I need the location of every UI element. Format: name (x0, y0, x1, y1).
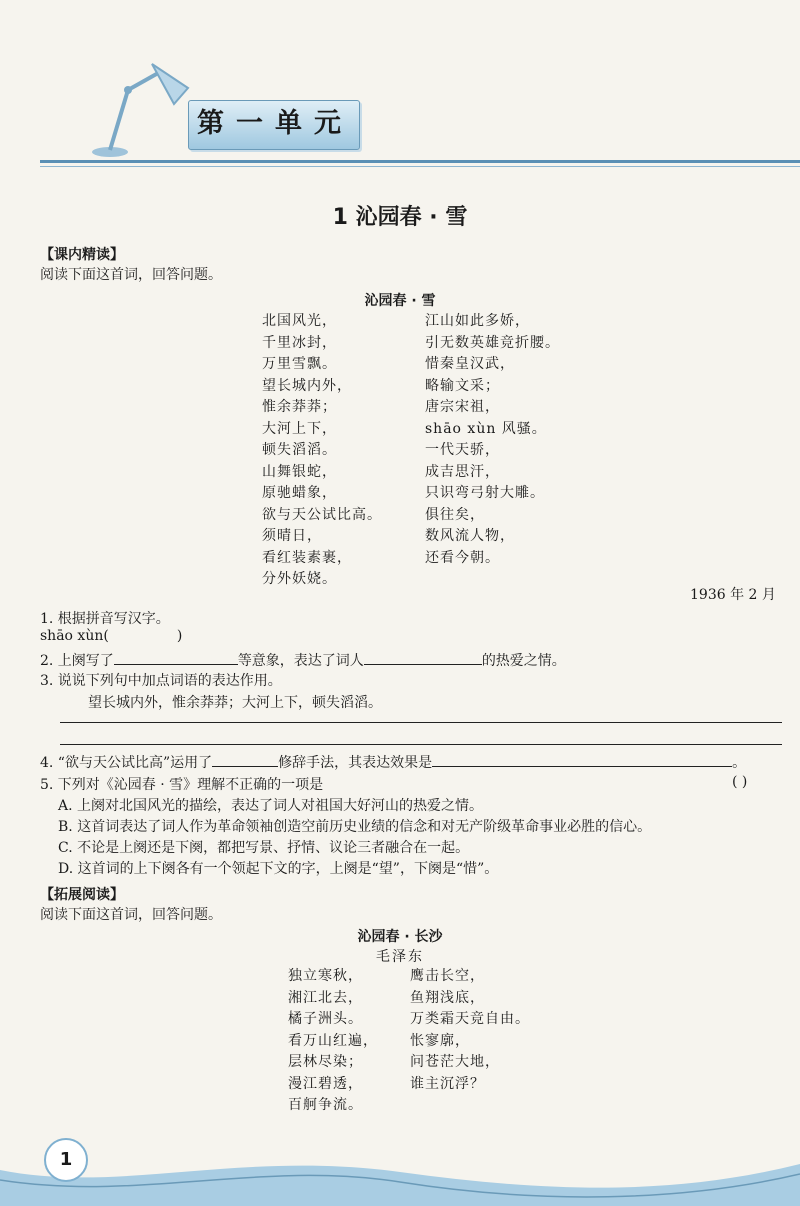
poem-line: 望长城内外， (262, 377, 352, 394)
q4-text-c: 。 (732, 755, 747, 771)
poem-line: 成吉思汗， (425, 463, 500, 480)
poem1-left-column (262, 311, 382, 591)
poem1-title: 沁园春 · 雪 (364, 293, 436, 309)
poem2-author: 毛泽东 (376, 949, 424, 965)
q3-answer-line-1[interactable] (60, 722, 782, 723)
poem-line: 湘江北去， (288, 989, 363, 1006)
question-5: 5. 下列对《沁园春 · 雪》理解不正确的一项是 (40, 777, 324, 793)
unit-title: 第一单元 (197, 108, 353, 139)
q1-pinyin: shāo xùn( (40, 628, 109, 644)
poem-line: 惟余莽莽； (262, 399, 337, 415)
poem-line: 分外妖娆。 (262, 571, 337, 587)
q1-close: ) (176, 628, 183, 644)
poem-line: 数风流人物， (425, 528, 515, 544)
lesson-title: 1 沁园春 · 雪 (332, 205, 468, 230)
poem-line: 须晴日， (262, 528, 322, 544)
poem-line: 大河上下， (262, 420, 337, 437)
poem-line: shāo xùn 风骚。 (425, 420, 547, 437)
q4-text-a: 4. “欲与天公试比高”运用了 (40, 755, 213, 771)
q4-blank-1[interactable] (212, 752, 278, 767)
poem-line: 鹰击长空， (410, 968, 485, 984)
question-4 (40, 752, 746, 772)
desk-lamp-illustration (90, 60, 200, 160)
poem2-right-column (410, 966, 530, 1095)
poem-line: 鱼翔浅底， (410, 989, 485, 1006)
question-1: 1. 根据拼音写汉字。 (40, 611, 170, 627)
poem2-title: 沁园春 · 长沙 (357, 929, 443, 945)
poem-line: 漫江碧透， (288, 1075, 363, 1092)
poem-line: 原驰蜡象， (262, 485, 337, 501)
q2-text-b: 等意象，表达了词人 (237, 653, 364, 669)
poem-line: 层林尽染； (288, 1054, 363, 1070)
poem-line: 谁主沉浮？ (410, 1075, 485, 1092)
section-extended: 【拓展阅读】 (40, 887, 124, 903)
footer-wave-decoration (0, 1150, 800, 1206)
poem-line: 千里冰封， (262, 334, 337, 351)
q2-text-c: 的热爱之情。 (481, 653, 566, 669)
q4-blank-2[interactable] (432, 752, 732, 767)
q5-option[interactable]: C. 不论是上阕还是下阕，都把写景、抒情、议论三者融合在一起。 (58, 840, 470, 856)
poem-line: 欲与天公试比高。 (262, 506, 382, 523)
poem-line: 北国风光， (262, 313, 337, 329)
poem-line: 万类霜天竞自由。 (410, 1011, 530, 1027)
poem-line: 橘子洲头。 (288, 1011, 363, 1027)
question-3: 3. 说说下列句中加点词语的表达作用。 (40, 673, 282, 689)
q4-text-b: 修辞手法，其表达效果是 (278, 755, 433, 771)
poem-line: 看万山红遍， (288, 1032, 378, 1049)
poem-line: 独立寒秋， (288, 968, 363, 984)
question-5-options (58, 796, 651, 880)
poem-line: 一代天骄， (425, 442, 500, 458)
question-2 (40, 650, 566, 670)
poem-line: 百舸争流。 (288, 1097, 363, 1113)
poem-line: 惜秦皇汉武， (425, 356, 515, 372)
poem-line: 俱往矣， (425, 506, 485, 523)
poem2-left-column (288, 966, 378, 1117)
poem-line: 江山如此多娇， (425, 313, 530, 329)
poem-line: 问苍茫大地， (410, 1054, 500, 1070)
poem-line: 看红装素裹， (262, 549, 352, 566)
poem-line: 略输文采； (425, 377, 500, 394)
poem-line: 引无数英雄竞折腰。 (425, 334, 560, 351)
poem-line: 只识弯弓射大雕。 (425, 485, 545, 501)
poem1-date: 1936 年 2 月 (690, 587, 776, 603)
instruction-2: 阅读下面这首词，回答问题。 (40, 907, 222, 923)
poem-line: 山舞银蛇， (262, 463, 337, 480)
poem-line: 唐宗宋祖， (425, 399, 500, 415)
question-3-quote: 望长城内外，惟余莽莽；大河上下，顿失滔滔。 (88, 695, 382, 711)
q5-option[interactable]: B. 这首词表达了词人作为革命领袖创造空前历史业绩的信念和对无产阶级革命事业必胜的信心。 (58, 819, 652, 835)
header-divider (40, 160, 800, 163)
header-divider-thin (40, 166, 800, 167)
q5-option[interactable]: D. 这首词的上下阕各有一个领起下文的字，上阕是“望”，下阕是“惜”。 (58, 861, 499, 877)
q3-answer-line-2[interactable] (60, 744, 782, 745)
question-5-answer-bracket[interactable]: ( ) (732, 774, 748, 790)
q2-text-a: 2. 上阕写了 (40, 653, 114, 669)
page-number: 1 (44, 1138, 88, 1182)
q2-blank-1[interactable] (114, 650, 238, 665)
q5-option[interactable]: A. 上阕对北国风光的描绘，表达了词人对祖国大好河山的热爱之情。 (58, 798, 484, 814)
instruction-1: 阅读下面这首词，回答问题。 (40, 267, 222, 283)
q2-blank-2[interactable] (364, 650, 482, 665)
poem-line: 万里雪飘。 (262, 356, 337, 372)
section-in-class: 【课内精读】 (40, 247, 124, 263)
poem-line: 怅寥廓， (410, 1032, 470, 1049)
poem-line: 顿失滔滔。 (262, 442, 337, 458)
poem-line: 还看今朝。 (425, 549, 500, 566)
poem1-right-column (425, 311, 560, 569)
question-1-answer[interactable] (40, 628, 182, 644)
